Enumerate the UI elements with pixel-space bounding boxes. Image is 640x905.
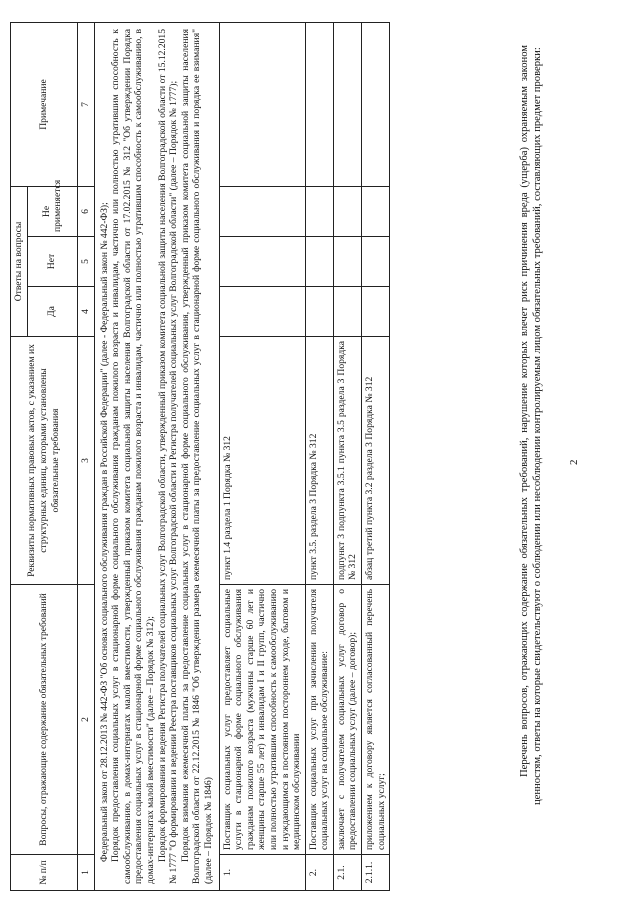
answer-na-cell[interactable] [362, 186, 390, 236]
answer-yes-cell[interactable] [219, 287, 305, 337]
table-row [333, 22, 361, 890]
col-number: 5 [77, 237, 94, 287]
intro-text: Перечень вопросов, отражающих содержание обязательных требований, нарушение которых влечет риск причинения вреда (ущерба) охраняемым законом ценностям, ответы на которые свидетельствуют о соблюдении или несоблюдении контролируемым лицом обязательных требований, составляющих предмет проверки: [519, 45, 543, 805]
answer-no-cell[interactable] [305, 237, 333, 287]
answer-yes-cell[interactable] [305, 287, 333, 337]
row-question: заключает с получателем социальных услуг договор о предоставлении социальных услуг (далее – договор); [333, 585, 361, 855]
table-row [305, 22, 333, 890]
legal-basis-row [94, 22, 219, 890]
legal-basis-item: Порядок предоставления социальных услуг в стационарной форме социального обслуживания гражданам пожилого возраста и инвалидам, частично или полностью утратившим способность к самообслуживанию, в домах-интернатах малой вместимости, утвержденный приказом комитета социальной защиты населения Волгоградской области от 17.02.2015 № 312 "Об утверждении Порядка предоставления социальных услуг в стационарной форме социального обслуживания гражданам пожилого возраста и инвалидам, частично или полностью утратившим способность к самообслуживанию, в домах-интернатах малой вместимости" (далее – Порядок № 312); [110, 28, 156, 884]
intro-paragraph [518, 45, 544, 805]
answer-no-cell[interactable] [362, 237, 390, 287]
row-requisites: абзац третий пункта 3.2 раздела 3 Порядка № 312 [362, 337, 390, 585]
checklist-table [10, 22, 390, 891]
col-number: 4 [77, 287, 94, 337]
row-requisites: подпункт 3 подпункта 3.5.1 пункта 3.5 раздела 3 Порядка № 312 [333, 337, 361, 585]
legal-basis-item: Порядок взимания ежемесячной платы за предоставление социальных услуг в стационарной форме социального обслуживания, утвержденный приказом комитета социальной защиты населения Волгоградской области от 22.12.2015 № 1846 "Об утверждении размера ежемесячной платы за предоставление социальных услуг в стационарной форме социального обслуживания и порядка ее взимания" (далее – Порядок № 1846) [179, 28, 214, 884]
row-num: 2. [305, 855, 333, 891]
legal-basis-cell [94, 22, 219, 890]
header-num: № п/п [11, 855, 78, 891]
answer-no-cell[interactable] [219, 237, 305, 287]
col-number: 6 [77, 186, 94, 236]
header-requisites: Реквизиты нормативных правовых актов, с указанием их структурных единиц, которыми установлены обязательные требования [11, 337, 78, 585]
row-question: Поставщик социальных услуг при зачислении получателя социальных услуг на социальное обслуживание: [305, 585, 333, 855]
page-number: 2 [568, 459, 580, 465]
notes-cell[interactable] [219, 22, 305, 186]
row-num: 2.1. [333, 855, 361, 891]
table-row [219, 22, 305, 890]
answer-yes-cell[interactable] [333, 287, 361, 337]
answer-no-cell[interactable] [333, 237, 361, 287]
header-yes: Да [27, 287, 77, 337]
row-requisites: пункт 1.4 раздела 1 Порядка № 312 [219, 337, 305, 585]
row-num: 2.1.1. [362, 855, 390, 891]
answer-na-cell[interactable] [219, 186, 305, 236]
header-answers: Ответы на вопросы [11, 186, 28, 336]
col-number: 2 [77, 585, 94, 855]
header-notes: Примечание [11, 22, 78, 186]
answer-yes-cell[interactable] [362, 287, 390, 337]
row-num: 1. [219, 855, 305, 891]
header-row [11, 22, 28, 890]
header-na: Не применяется [27, 186, 77, 236]
header-question: Вопросы, отражающие содержание обязательных требований [11, 585, 78, 855]
legal-basis-item: Федеральный закон от 28.12.2013 № 442-ФЗ "Об основах социального обслуживания граждан в Российской Федерации" (далее - Федеральный закон № 442-ФЗ); [98, 202, 110, 862]
column-number-row [77, 22, 94, 890]
col-number: 7 [77, 22, 94, 186]
col-number: 1 [77, 855, 94, 891]
col-number: 3 [77, 337, 94, 585]
row-question: Поставщик социальных услуг предоставляет социальные услуги в стационарной форме социального обслуживания гражданам пожилого возраста (мужчины старше 60 лет и женщины старше 55 лет) и инвалидам I и II групп, частично или полностью утратившим способность к самообслуживанию и нуждающимся в постоянном постороннем уходе, бытовом и медицинском обслуживании [219, 585, 305, 855]
notes-cell[interactable] [333, 22, 361, 186]
notes-cell[interactable] [305, 22, 333, 186]
header-no: Нет [27, 237, 77, 287]
legal-basis-item: Порядок формирования и ведения Регистра получателей социальных услуг Волгоградской области, утвержденный приказом комитета социальной защиты населения Волгоградской области от 15.12.2015 № 1777 "О формировании и ведении Реестра поставщиков социальных услуг Волгоградской области и Регистра получателей социальных услуг Волгоградской области" (далее – Порядок № 1777); [156, 28, 180, 884]
answer-na-cell[interactable] [305, 186, 333, 236]
table-row [362, 22, 390, 890]
answer-na-cell[interactable] [333, 186, 361, 236]
row-requisites: пункт 3.5. раздела 3 Порядка № 312 [305, 337, 333, 585]
notes-cell[interactable] [362, 22, 390, 186]
row-question: приложением к договору является согласованный перечень социальных услуг; [362, 585, 390, 855]
